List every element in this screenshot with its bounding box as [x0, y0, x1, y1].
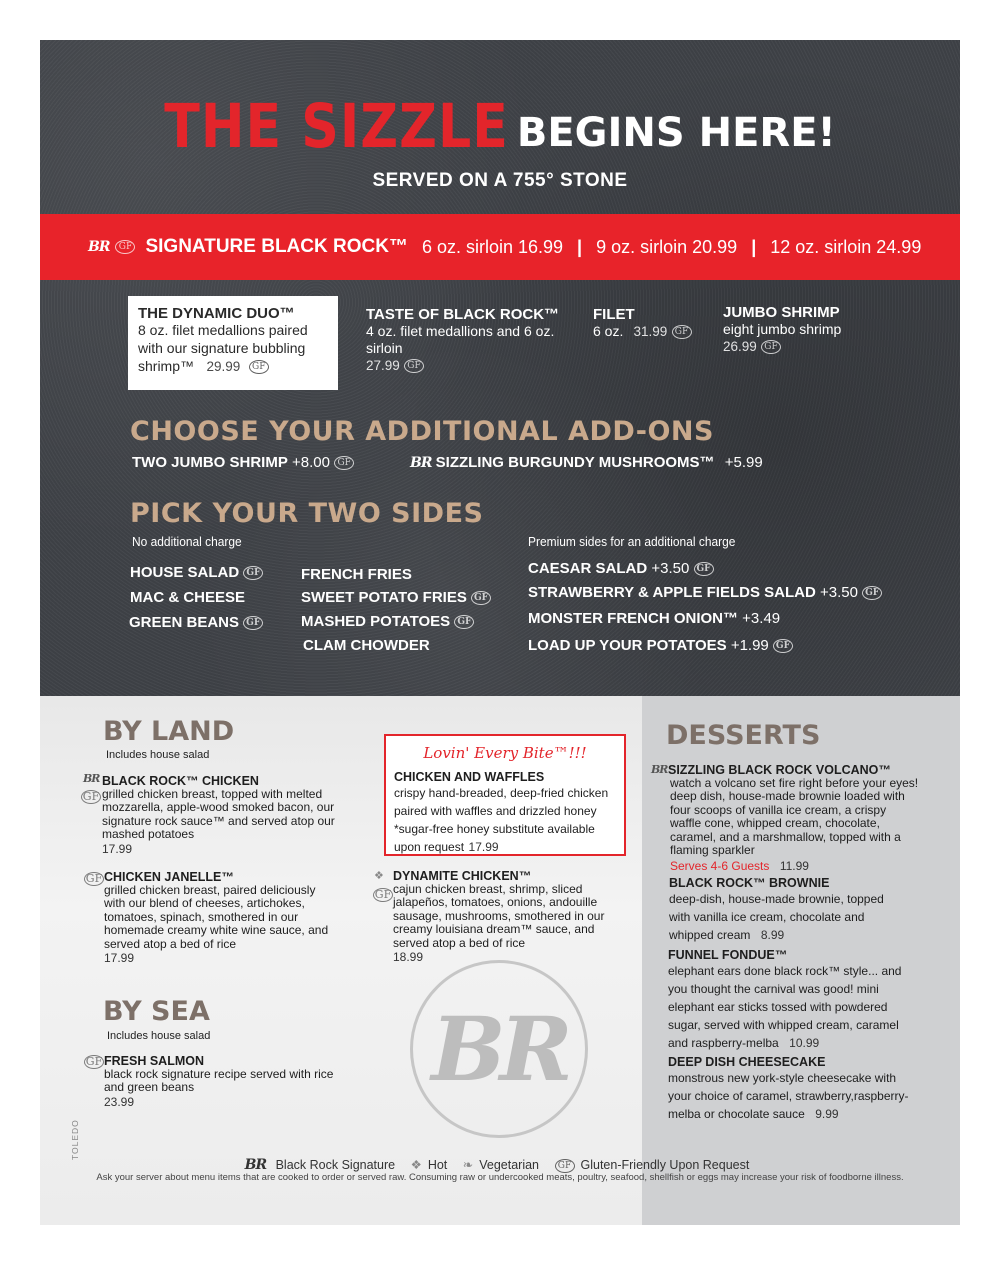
by-sea-heading: BY SEA — [103, 996, 210, 1027]
side-label: MASHED POTATOES — [301, 613, 451, 630]
taste-title: TASTE OF BLACK ROCK™ — [366, 306, 560, 323]
item-name: DEEP DISH CHEESECAKE — [668, 1055, 826, 1069]
dynamic-duo-card — [128, 296, 338, 390]
legend — [40, 1157, 960, 1173]
desserts-heading: DESSERTS — [666, 720, 821, 751]
addon-mushrooms — [410, 454, 763, 471]
item-price: 10.99 — [789, 1036, 820, 1050]
addon-mushrooms-name: SIZZLING BURGUNDY MUSHROOMS™ — [435, 454, 715, 471]
free-sides-note: No additional charge — [132, 534, 242, 549]
gluten-friendly-icon: GF — [773, 639, 793, 653]
side-label: MONSTER FRENCH ONION™ — [528, 610, 738, 627]
side-price: +1.99 — [730, 637, 769, 654]
premium-load-potatoes — [528, 637, 793, 654]
subheadline: SERVED ON A 755° STONE — [372, 170, 628, 191]
gluten-friendly-icon: GF — [115, 240, 135, 254]
filet-title: FILET — [593, 306, 635, 323]
gluten-friendly-icon: GF — [454, 615, 474, 629]
gluten-friendly-icon: GF — [85, 1055, 103, 1068]
side-mashed-potatoes — [301, 613, 474, 630]
premium-sides-note: Premium sides for an additional charge — [528, 534, 736, 549]
gluten-friendly-icon: GF — [243, 616, 263, 630]
dynamic-duo-title: THE DYNAMIC DUO™ — [138, 305, 295, 322]
lovin-every-bite-box — [384, 734, 626, 856]
gluten-friendly-icon: GF — [471, 591, 491, 605]
side-french-fries: FRENCH FRIES — [301, 566, 412, 583]
addon-shrimp-price: +8.00 — [292, 454, 330, 471]
addon-shrimp-name: TWO JUMBO SHRIMP — [132, 454, 288, 471]
signature-band — [40, 214, 960, 280]
signature-option-6oz: 6 oz. sirloin 16.99 — [421, 236, 564, 257]
item-name: BLACK ROCK™ BROWNIE — [669, 876, 830, 890]
side-label: LOAD UP YOUR POTATOES — [528, 637, 727, 654]
item-desc: crispy hand-breaded, deep-fried chicken paired with waffles and drizzled honey *sugar-free honey substitute available upon request — [394, 786, 609, 854]
taste-of-black-rock — [366, 306, 566, 374]
by-land-note: Includes house salad — [106, 749, 210, 761]
addon-shrimp — [132, 454, 354, 471]
disclaimer: Ask your server about menu items that are cooked to order or served raw. Consuming raw or undercooked meats, poultry, seafood, shellfish or eggs may increase your risk of foodborne illness. — [96, 1172, 904, 1183]
br-signature-icon: BR — [88, 239, 110, 255]
side-label: GREEN BEANS — [129, 614, 240, 631]
hot-pepper-icon: ❖ — [410, 1158, 422, 1172]
br-watermark-logo — [410, 960, 588, 1138]
headline-red: THE SIZZLE — [164, 90, 509, 162]
item-desc: watch a volcano set fire right before your eyes! deep dish, house-made brownie loaded with four scoops of vanilla ice cream, a crispy waffle cone, whipped cream, chocolate, caramel, and a marshmallow, topped with a flaming sparkler — [670, 776, 919, 858]
item-desc: monstrous new york-style cheesecake with your choice of caramel, strawberry,raspberry-melba or chocolate sauce — [668, 1071, 909, 1121]
item-name: SIZZLING BLACK ROCK VOLCANO™ — [668, 763, 891, 777]
side-sweet-potato-fries — [301, 589, 491, 606]
signature-title: SIGNATURE BLACK ROCK™ — [145, 236, 408, 257]
gluten-friendly-icon: GF — [404, 359, 424, 373]
item-desc: grilled chicken breast, topped with melted mozzarella, apple-wood smoked bacon, our signature rock sauce™ and served atop our mashed potatoes — [102, 787, 335, 842]
item-price: 17.99 — [102, 841, 133, 856]
br-signature-icon: BR — [410, 455, 432, 471]
item-name: FUNNEL FONDUE™ — [668, 948, 788, 962]
item-price: 17.99 — [468, 840, 499, 854]
addons-heading: CHOOSE YOUR ADDITIONAL ADD-ONS — [130, 416, 714, 447]
premium-strawberry-salad — [528, 584, 882, 601]
dynamic-duo-desc: 8 oz. filet medallions paired with our signature bubbling shrimp™ — [138, 322, 308, 374]
gluten-friendly-icon: GF — [555, 1159, 575, 1173]
item-desc: deep-dish, house-made brownie, topped with vanilla ice cream, chocolate and whipped cream — [669, 892, 884, 942]
by-sea-note: Includes house salad — [107, 1030, 211, 1042]
gluten-friendly-icon: GF — [694, 562, 714, 576]
shrimp-desc: eight jumbo shrimp — [723, 321, 842, 337]
item-name: DYNAMITE CHICKEN™ — [393, 869, 532, 883]
legend-signature: Black Rock Signature — [275, 1158, 396, 1172]
sides-heading: PICK YOUR TWO SIDES — [130, 498, 484, 529]
filet — [593, 306, 713, 340]
chicken-and-waffles — [394, 770, 616, 856]
filet-price: 31.99 — [633, 324, 668, 339]
gluten-friendly-icon: GF — [761, 340, 781, 354]
item-price: 17.99 — [104, 951, 135, 966]
item-name: FRESH SALMON — [104, 1054, 204, 1068]
leaf-icon: ❧ — [462, 1158, 474, 1172]
item-name: BLACK ROCK™ CHICKEN — [102, 774, 259, 788]
dynamite-chicken — [393, 869, 615, 964]
menu-page — [40, 40, 960, 1225]
separator: | — [751, 236, 757, 257]
side-house-salad — [130, 564, 263, 581]
shrimp-price: 26.99 — [723, 339, 757, 354]
taste-desc: 4 oz. filet medallions and 6 oz. sirloin — [366, 323, 555, 356]
gluten-friendly-icon: GF — [862, 586, 882, 600]
dynamic-duo-price: 29.99 — [206, 359, 241, 374]
item-price: 9.99 — [815, 1107, 839, 1121]
item-desc: elephant ears done black rock™ style... and you thought the carnival was good! mini elephant ear sticks tossed with powdered sugar, served with whipped cream, caramel and raspberry-melba — [668, 964, 902, 1050]
hot-pepper-icon: ❖ — [374, 870, 384, 882]
br-signature-icon: BR — [83, 772, 100, 785]
signature-option-12oz: 12 oz. sirloin 24.99 — [770, 236, 922, 257]
premium-caesar-salad — [528, 560, 714, 577]
separator: | — [577, 236, 583, 257]
side-label: CAESAR SALAD — [528, 560, 648, 577]
item-desc: grilled chicken breast, paired deliciously with our blend of cheeses, artichokes, tomatoes, spinach, smothered in our homemade creamy white wine sauce, and served atop a bed of rice — [104, 883, 329, 951]
side-price: +3.50 — [819, 584, 858, 601]
addon-mushrooms-price: +5.99 — [724, 454, 763, 471]
gluten-friendly-icon: GF — [334, 456, 354, 470]
cheesecake-dessert — [668, 1055, 918, 1123]
volcano-dessert — [668, 763, 920, 875]
premium-french-onion — [528, 610, 780, 627]
br-signature-icon: BR — [244, 1157, 267, 1173]
br-watermark-text: BR — [431, 997, 567, 1101]
gluten-friendly-icon: GF — [85, 872, 103, 885]
item-name: CHICKEN AND WAFFLES — [394, 770, 545, 784]
side-mac-cheese: MAC & CHEESE — [130, 589, 246, 606]
br-signature-icon: BR — [651, 763, 668, 776]
side-price: +3.49 — [742, 610, 781, 627]
legend-gf: Gluten-Friendly Upon Request — [580, 1158, 750, 1172]
serves-note: Serves 4-6 Guests — [670, 859, 770, 874]
location-label: TOLEDO — [70, 1119, 80, 1160]
legend-hot: Hot — [427, 1158, 448, 1172]
gluten-friendly-icon: GF — [672, 325, 692, 339]
item-name: CHICKEN JANELLE™ — [104, 870, 234, 884]
jumbo-shrimp — [723, 304, 893, 355]
side-label: HOUSE SALAD — [130, 564, 240, 581]
signature-option-9oz: 9 oz. sirloin 20.99 — [596, 236, 738, 257]
brownie-dessert — [669, 876, 889, 944]
headline-white: BEGINS HERE! — [516, 110, 836, 156]
side-green-beans — [129, 614, 263, 631]
shrimp-title: JUMBO SHRIMP — [723, 304, 840, 321]
item-price: 18.99 — [393, 950, 424, 965]
filet-desc: 6 oz. — [593, 323, 624, 339]
side-clam-chowder: CLAM CHOWDER — [303, 637, 430, 654]
gluten-friendly-icon: GF — [374, 888, 392, 901]
funnel-fondue-dessert — [668, 948, 916, 1052]
item-desc: cajun chicken breast, shrimp, sliced jalapeños, tomatoes, onions, andouille sausage, mushrooms, smothered in our creamy louisiana dream™ sauce, and served atop a bed of rice — [393, 882, 605, 950]
side-label: STRAWBERRY & APPLE FIELDS SALAD — [528, 584, 816, 601]
item-price: 8.99 — [760, 928, 785, 942]
gluten-friendly-icon: GF — [82, 790, 100, 803]
headline — [40, 92, 960, 160]
fresh-salmon — [104, 1054, 336, 1109]
gluten-friendly-icon: GF — [249, 360, 269, 374]
by-land-heading: BY LAND — [103, 716, 235, 747]
gluten-friendly-icon: GF — [243, 566, 263, 580]
item-price: 23.99 — [104, 1094, 135, 1109]
black-rock-chicken — [102, 774, 352, 856]
lovin-title: Lovin' Every Bite™!!! — [423, 744, 587, 762]
side-label: SWEET POTATO FRIES — [301, 589, 467, 606]
taste-price: 27.99 — [366, 358, 400, 373]
stone-header-section — [40, 40, 960, 696]
item-desc: black rock signature recipe served with rice and green beans — [104, 1067, 334, 1095]
legend-vegetarian: Vegetarian — [479, 1158, 540, 1172]
side-price: +3.50 — [651, 560, 690, 577]
item-price: 11.99 — [779, 859, 809, 874]
chicken-janelle — [104, 870, 332, 965]
